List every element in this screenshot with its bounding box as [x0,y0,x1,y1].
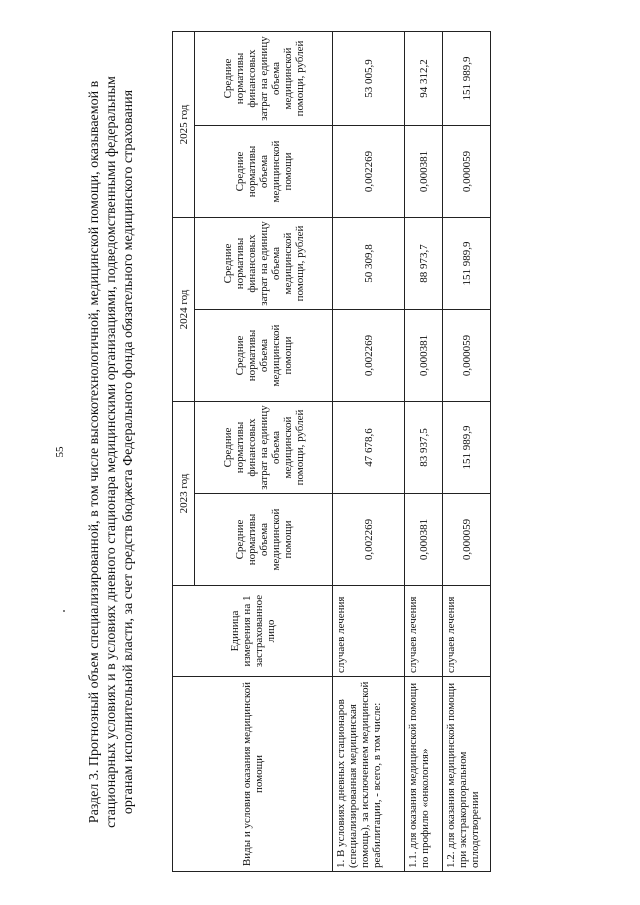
cell-volume-2025: 0,002269 [333,126,405,218]
cell-volume-2025: 0,000059 [443,126,491,218]
header-cost-2025: Средние нормативы финансовых затрат на единицу объема медицинской помощи, рублей [195,32,333,126]
cell-volume-2024: 0,000381 [405,310,443,402]
header-year-2025: 2025 год [173,32,195,218]
row-unit: случаев лечения [405,586,443,677]
cell-cost-2023: 151 989,9 [443,402,491,494]
row-unit: случаев лечения [443,586,491,677]
cell-cost-2025: 53 005,9 [333,32,405,126]
cell-volume-2023: 0,002269 [333,494,405,586]
header-unit: Единица измерения на 1 застрахованное лицо [173,586,333,677]
header-year-2024: 2024 год [173,218,195,402]
page-number: 55 [54,446,66,458]
table-row [443,32,491,872]
cell-cost-2024: 88 973,7 [405,218,443,310]
forecast-table [172,31,491,872]
header-cost-2024: Средние нормативы финансовых затрат на единицу объема медицинской помощи, рублей [195,218,333,310]
row-label: 1. В условиях дневных стационаров (специализированная медицинская помощь), за исключением медицинской реабилитации, - всего, в том числе: [333,677,405,872]
header-volume-2023: Средние нормативы объема медицинской помощи [195,494,333,586]
cell-cost-2025: 151 989,9 [443,32,491,126]
row-label: 1.2. для оказания медицинской помощи при экстракорпоральном оплодотворении [443,677,491,872]
cell-cost-2024: 50 309,8 [333,218,405,310]
cell-cost-2024: 151 989,9 [443,218,491,310]
table-row [405,32,443,872]
cell-volume-2024: 0,002269 [333,310,405,402]
row-label: 1.1. для оказания медицинской помощи по профилю «онкология» [405,677,443,872]
cell-cost-2023: 47 678,6 [333,402,405,494]
header-volume-2024: Средние нормативы объема медицинской помощи [195,310,333,402]
table-row [333,32,405,872]
cell-volume-2023: 0,000381 [405,494,443,586]
header-year-2023: 2023 год [173,402,195,586]
row-unit: случаев лечения [333,586,405,677]
cell-cost-2025: 94 312,2 [405,32,443,126]
header-volume-2025: Средние нормативы объема медицинской помощи [195,126,333,218]
rotated-content [54,32,534,872]
header-cost-2023: Средние нормативы финансовых затрат на единицу объема медицинской помощи, рублей [195,402,333,494]
section-title: Раздел 3. Прогнозный объем специализированной, в том числе высокотехнологичной, медицинской помощи, оказываемой в стационарных условиях и в условиях дневного стационара медицинскими организациями, подведомственными федеральным органам исполнительной власти, за счет средств бюджета Федерального фонда обязательного медицинского страхования [87,76,136,828]
header-types: Виды и условия оказания медицинской помощи [173,677,333,872]
cell-volume-2025: 0,000381 [405,126,443,218]
cell-cost-2023: 83 937,5 [405,402,443,494]
cell-volume-2023: 0,000059 [443,494,491,586]
cell-volume-2024: 0,000059 [443,310,491,402]
